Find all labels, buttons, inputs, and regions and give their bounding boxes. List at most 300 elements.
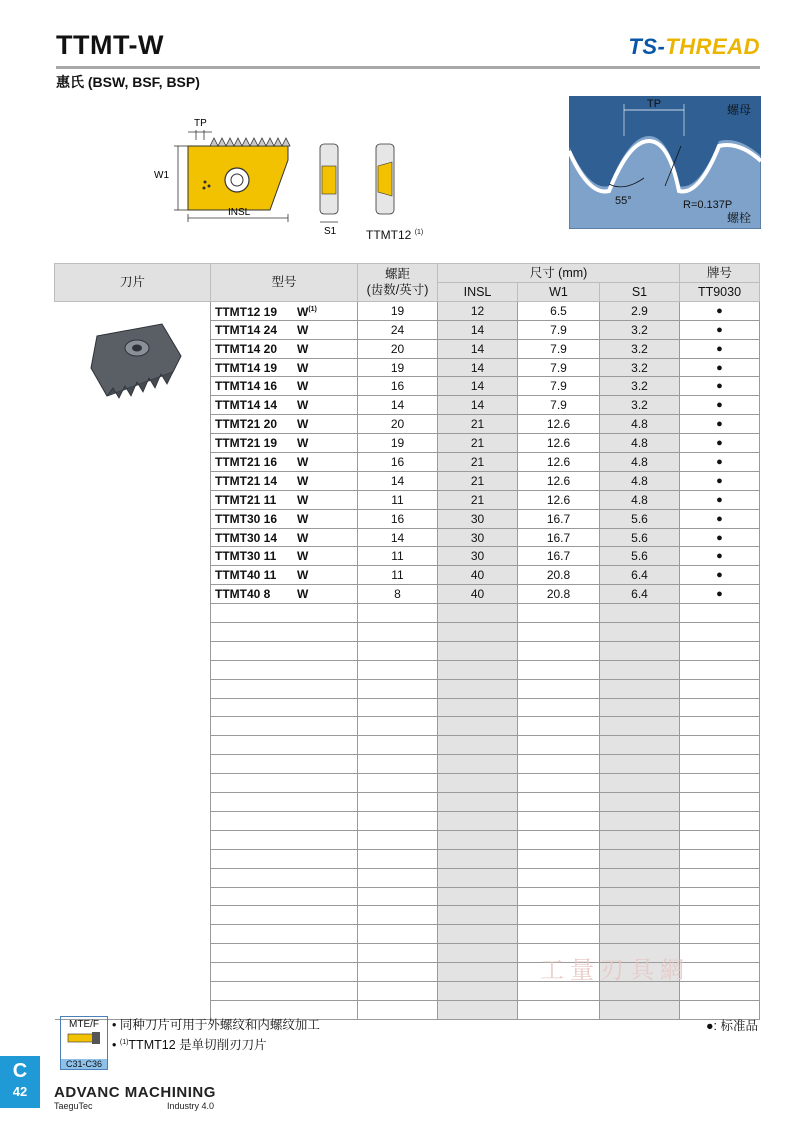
header-model: 型号 [211,264,358,302]
angle-label: 55° [615,195,632,207]
cell-pitch [358,925,438,944]
model-suffix: W [297,454,309,469]
cell-s1: 4.8 [600,453,680,472]
cell-insl [438,641,518,660]
cell-pitch: 14 [358,528,438,547]
note-2-sup: (1) [119,1039,129,1046]
cell-w1 [518,868,600,887]
cell-model [211,490,358,509]
cell-insl [438,698,518,717]
cell-stock [680,925,760,944]
cell-insl [438,830,518,849]
cell-model [211,660,358,679]
model-suffix: W [297,360,309,375]
cell-insl [438,774,518,793]
cell-w1: 20.8 [518,585,600,604]
cell-pitch [358,906,438,925]
cell-w1 [518,755,600,774]
cell-insl [438,963,518,982]
cell-pitch [358,963,438,982]
cell-pitch: 11 [358,547,438,566]
cell-model [211,434,358,453]
cell-pitch: 11 [358,566,438,585]
cell-model [211,906,358,925]
cell-stock [680,793,760,812]
cell-stock [680,774,760,793]
model-code: TTMT12 19 [215,304,278,319]
cell-insl: 14 [438,396,518,415]
cell-model [211,774,358,793]
cell-w1 [518,660,600,679]
header-pitch-line2: (齿数/英寸) [366,283,429,298]
header-pitch [358,264,438,302]
cell-w1: 7.9 [518,339,600,358]
cell-pitch: 19 [358,434,438,453]
brand-thread: THREAD [665,34,760,59]
model-suffix: W [297,379,309,394]
cell-model [211,981,358,1000]
model-suffix: W [297,322,309,337]
cell-stock [680,906,760,925]
model-suffix: W [297,492,309,507]
cell-s1: 5.6 [600,528,680,547]
cell-insl [438,981,518,1000]
insert-dimension-drawing [150,110,450,240]
insert-spec-table [54,263,760,1020]
cell-pitch [358,604,438,623]
model-code: TTMT14 16 [215,379,278,394]
cell-stock: ● [680,320,760,339]
cell-s1 [600,623,680,642]
model-code: TTMT14 24 [215,322,278,337]
model-footnote: (1) [308,305,317,313]
cell-pitch [358,774,438,793]
cell-w1 [518,623,600,642]
model-code: TTMT21 14 [215,473,278,488]
cell-stock [680,660,760,679]
cell-stock: ● [680,434,760,453]
cell-s1: 3.2 [600,358,680,377]
section-letter: C [12,1060,28,1082]
cell-model [211,868,358,887]
cell-insl [438,623,518,642]
model-code: TTMT14 20 [215,341,278,356]
cell-stock [680,717,760,736]
cell-pitch [358,793,438,812]
cell-insl [438,887,518,906]
cell-pitch [358,660,438,679]
cell-model [211,415,358,434]
cell-insl [438,717,518,736]
cell-w1 [518,717,600,736]
cell-insl: 21 [438,471,518,490]
cell-stock: ● [680,453,760,472]
logo-sub-right: Industry 4.0 [166,1101,214,1111]
cell-insl: 12 [438,301,518,320]
model-suffix: W [297,304,309,319]
insert-image-cell [55,301,211,1019]
cell-pitch: 19 [358,358,438,377]
cell-model [211,698,358,717]
cell-pitch [358,849,438,868]
model-suffix: W [297,587,309,602]
cell-pitch [358,811,438,830]
cell-insl: 40 [438,585,518,604]
cell-insl [438,604,518,623]
note-2: • $^{(1)}$TTMT12 是单切削刃刀片 [112,1038,267,1053]
cell-pitch [358,679,438,698]
cell-model [211,736,358,755]
cell-pitch: 16 [358,509,438,528]
cell-w1 [518,1000,600,1019]
caption-sup: (1) [414,229,424,236]
cell-pitch: 14 [358,471,438,490]
cell-s1: 4.8 [600,471,680,490]
cell-model [211,396,358,415]
model-code: TTMT21 19 [215,436,278,451]
cell-pitch: 20 [358,339,438,358]
model-code: TTMT30 11 [215,549,277,564]
cell-model [211,358,358,377]
cell-stock: ● [680,471,760,490]
cell-pitch [358,944,438,963]
model-suffix: W [297,530,309,545]
cell-s1 [600,1000,680,1019]
note-1: • 同种刀片可用于外螺纹和内螺纹加工 [112,1018,320,1032]
cell-insl [438,944,518,963]
model-code: TTMT21 11 [215,492,277,507]
cell-w1: 12.6 [518,471,600,490]
cell-stock [680,830,760,849]
cell-w1: 6.5 [518,301,600,320]
cell-model [211,925,358,944]
cell-w1: 16.7 [518,528,600,547]
cell-insl [438,755,518,774]
watermark: 工量刃具網 [540,956,690,984]
cell-pitch: 20 [358,415,438,434]
cell-s1 [600,698,680,717]
model-suffix: W [297,568,309,583]
cell-pitch: 16 [358,453,438,472]
thread-profile-diagram [569,96,761,229]
brand-dash: - [657,34,666,59]
cell-insl [438,925,518,944]
cell-stock: ● [680,547,760,566]
cell-model [211,793,358,812]
nut-tp-label: TP [647,98,662,110]
page-title: TTMT-W [56,30,164,60]
cell-model [211,641,358,660]
cell-pitch: 11 [358,490,438,509]
cell-w1: 20.8 [518,566,600,585]
footnotes [112,1016,320,1054]
cell-w1 [518,887,600,906]
model-code: TTMT30 14 [215,530,278,545]
cell-stock: ● [680,490,760,509]
cell-model [211,320,358,339]
cell-w1: 7.9 [518,320,600,339]
cell-pitch [358,868,438,887]
stock-legend: ●: 标准品 [706,1019,758,1033]
cell-insl: 14 [438,358,518,377]
cell-s1: 3.2 [600,396,680,415]
model-suffix: W [297,341,309,356]
cell-insl: 14 [438,377,518,396]
cell-w1: 7.9 [518,358,600,377]
cell-s1 [600,679,680,698]
cell-stock: ● [680,358,760,377]
cell-stock: ● [680,566,760,585]
cell-s1 [600,660,680,679]
cell-pitch [358,981,438,1000]
cell-w1 [518,793,600,812]
cell-w1 [518,906,600,925]
cell-s1: 3.2 [600,377,680,396]
cell-pitch [358,641,438,660]
cell-model [211,301,358,320]
cell-insl: 14 [438,320,518,339]
cell-s1: 3.2 [600,339,680,358]
header-dimensions: 尺寸 (mm) [438,264,680,283]
cell-s1: 6.4 [600,585,680,604]
cell-stock [680,698,760,717]
nut-label: 螺母 [727,103,752,117]
model-code: TTMT40 8 [215,587,271,602]
header-s1: S1 [600,282,680,301]
cell-pitch [358,717,438,736]
cell-pitch [358,887,438,906]
page-subtitle: 惠氏 (BSW, BSF, BSP) [56,74,200,90]
header-divider [56,66,760,69]
cell-s1: 4.8 [600,434,680,453]
cell-stock [680,944,760,963]
brand-ts: TS [628,34,658,59]
cell-w1 [518,925,600,944]
header-insl: INSL [438,282,518,301]
cell-insl [438,849,518,868]
note-2-text: TTMT12 是单切削刃刀片 [128,1038,267,1053]
header-w1: W1 [518,282,600,301]
cell-s1 [600,906,680,925]
cell-pitch [358,698,438,717]
cell-s1 [600,793,680,812]
cell-w1: 16.7 [518,547,600,566]
mte-reference-box [60,1016,108,1070]
model-suffix: W [297,511,309,526]
cell-w1 [518,679,600,698]
cell-insl: 21 [438,453,518,472]
cell-insl: 21 [438,490,518,509]
s1-dimension-label: S1 [324,226,337,237]
header-insert: 刀片 [55,264,211,302]
model-code: TTMT21 20 [215,417,278,432]
cell-stock [680,679,760,698]
cell-s1 [600,925,680,944]
section-tab [0,1056,40,1108]
cell-model [211,849,358,868]
cell-model [211,623,358,642]
w1-dimension-label: W1 [154,170,169,181]
model-suffix: W [297,549,309,564]
cell-pitch [358,1000,438,1019]
cell-stock: ● [680,301,760,320]
cell-model [211,811,358,830]
ttmt12-caption [366,228,423,242]
cell-model [211,717,358,736]
cell-pitch: 24 [358,320,438,339]
logo-main: ADVANC MACHINING [54,1084,216,1101]
cell-stock [680,887,760,906]
cell-insl: 30 [438,547,518,566]
ts-thread-logo [628,34,760,60]
model-suffix: W [297,417,309,432]
cell-s1 [600,755,680,774]
cell-pitch [358,755,438,774]
cell-w1: 12.6 [518,415,600,434]
cell-s1: 3.2 [600,320,680,339]
cell-stock: ● [680,509,760,528]
cell-w1 [518,604,600,623]
cell-stock [680,736,760,755]
logo-sub-left: TaeguTec [54,1101,93,1111]
mte-label: MTE/F [69,1019,99,1030]
cell-insl [438,868,518,887]
cell-w1 [518,849,600,868]
cell-insl: 30 [438,509,518,528]
cell-insl [438,679,518,698]
cell-stock [680,604,760,623]
cell-insl: 21 [438,415,518,434]
insert-photo [77,316,187,406]
cell-w1: 16.7 [518,509,600,528]
header-grade: 牌号 [680,264,760,283]
cell-insl [438,1000,518,1019]
cell-s1 [600,736,680,755]
cell-pitch: 16 [358,377,438,396]
cell-s1 [600,887,680,906]
cell-insl: 14 [438,339,518,358]
bolt-label: 螺栓 [727,211,752,225]
model-code: TTMT30 16 [215,511,278,526]
radius-label: R=0.137P [683,199,733,211]
cell-model [211,887,358,906]
model-code: TTMT21 16 [215,454,278,469]
cell-s1 [600,717,680,736]
cell-s1 [600,868,680,887]
cell-insl: 21 [438,434,518,453]
cell-model [211,944,358,963]
cell-model [211,509,358,528]
cell-model [211,377,358,396]
cell-insl: 40 [438,566,518,585]
cell-model [211,471,358,490]
advance-machining-logo [54,1084,216,1111]
cell-s1 [600,774,680,793]
cell-stock: ● [680,585,760,604]
cell-s1: 2.9 [600,301,680,320]
cell-w1 [518,698,600,717]
model-code: TTMT40 11 [215,568,277,583]
cell-stock [680,868,760,887]
tp-dimension-label: TP [194,118,207,129]
model-suffix: W [297,436,309,451]
cell-w1 [518,736,600,755]
page-number: 42 [12,1084,28,1099]
cell-stock [680,981,760,1000]
cell-model [211,339,358,358]
cell-insl: 30 [438,528,518,547]
cell-s1: 4.8 [600,490,680,509]
cell-stock [680,849,760,868]
model-code: TTMT14 14 [215,398,278,413]
cell-s1: 4.8 [600,415,680,434]
cell-model [211,453,358,472]
cell-s1 [600,604,680,623]
cell-stock: ● [680,377,760,396]
cell-s1 [600,849,680,868]
cell-pitch [358,623,438,642]
mte-page-ref: C31-C36 [61,1059,107,1069]
cell-s1: 5.6 [600,509,680,528]
cell-insl [438,793,518,812]
cell-stock [680,755,760,774]
cell-pitch: 14 [358,396,438,415]
cell-stock: ● [680,415,760,434]
cell-stock [680,623,760,642]
cell-w1 [518,811,600,830]
cell-w1: 12.6 [518,434,600,453]
cell-w1: 12.6 [518,453,600,472]
table-row [55,301,760,320]
cell-w1 [518,830,600,849]
cell-stock [680,963,760,982]
cell-pitch [358,736,438,755]
cell-pitch: 19 [358,301,438,320]
cell-s1 [600,830,680,849]
cell-stock [680,641,760,660]
cell-stock: ● [680,528,760,547]
cell-model [211,830,358,849]
cell-s1: 5.6 [600,547,680,566]
cell-stock [680,811,760,830]
cell-model [211,604,358,623]
cell-model [211,566,358,585]
cell-s1: 6.4 [600,566,680,585]
cell-model [211,547,358,566]
cell-w1: 12.6 [518,490,600,509]
table-body [55,301,760,1019]
cell-insl [438,811,518,830]
cell-model [211,679,358,698]
caption-text: TTMT12 [366,228,412,242]
insl-dimension-label: INSL [228,207,251,218]
cell-model [211,528,358,547]
model-suffix: W [297,473,309,488]
header-pitch-line1: 螺距 [384,267,410,282]
model-code: TTMT14 19 [215,360,278,375]
cell-model [211,963,358,982]
cell-insl [438,906,518,925]
cell-stock: ● [680,396,760,415]
model-suffix: W [297,398,309,413]
cell-s1 [600,811,680,830]
cell-s1 [600,641,680,660]
cell-model [211,755,358,774]
cell-pitch: 8 [358,585,438,604]
cell-insl [438,736,518,755]
cell-w1 [518,641,600,660]
cell-insl [438,660,518,679]
